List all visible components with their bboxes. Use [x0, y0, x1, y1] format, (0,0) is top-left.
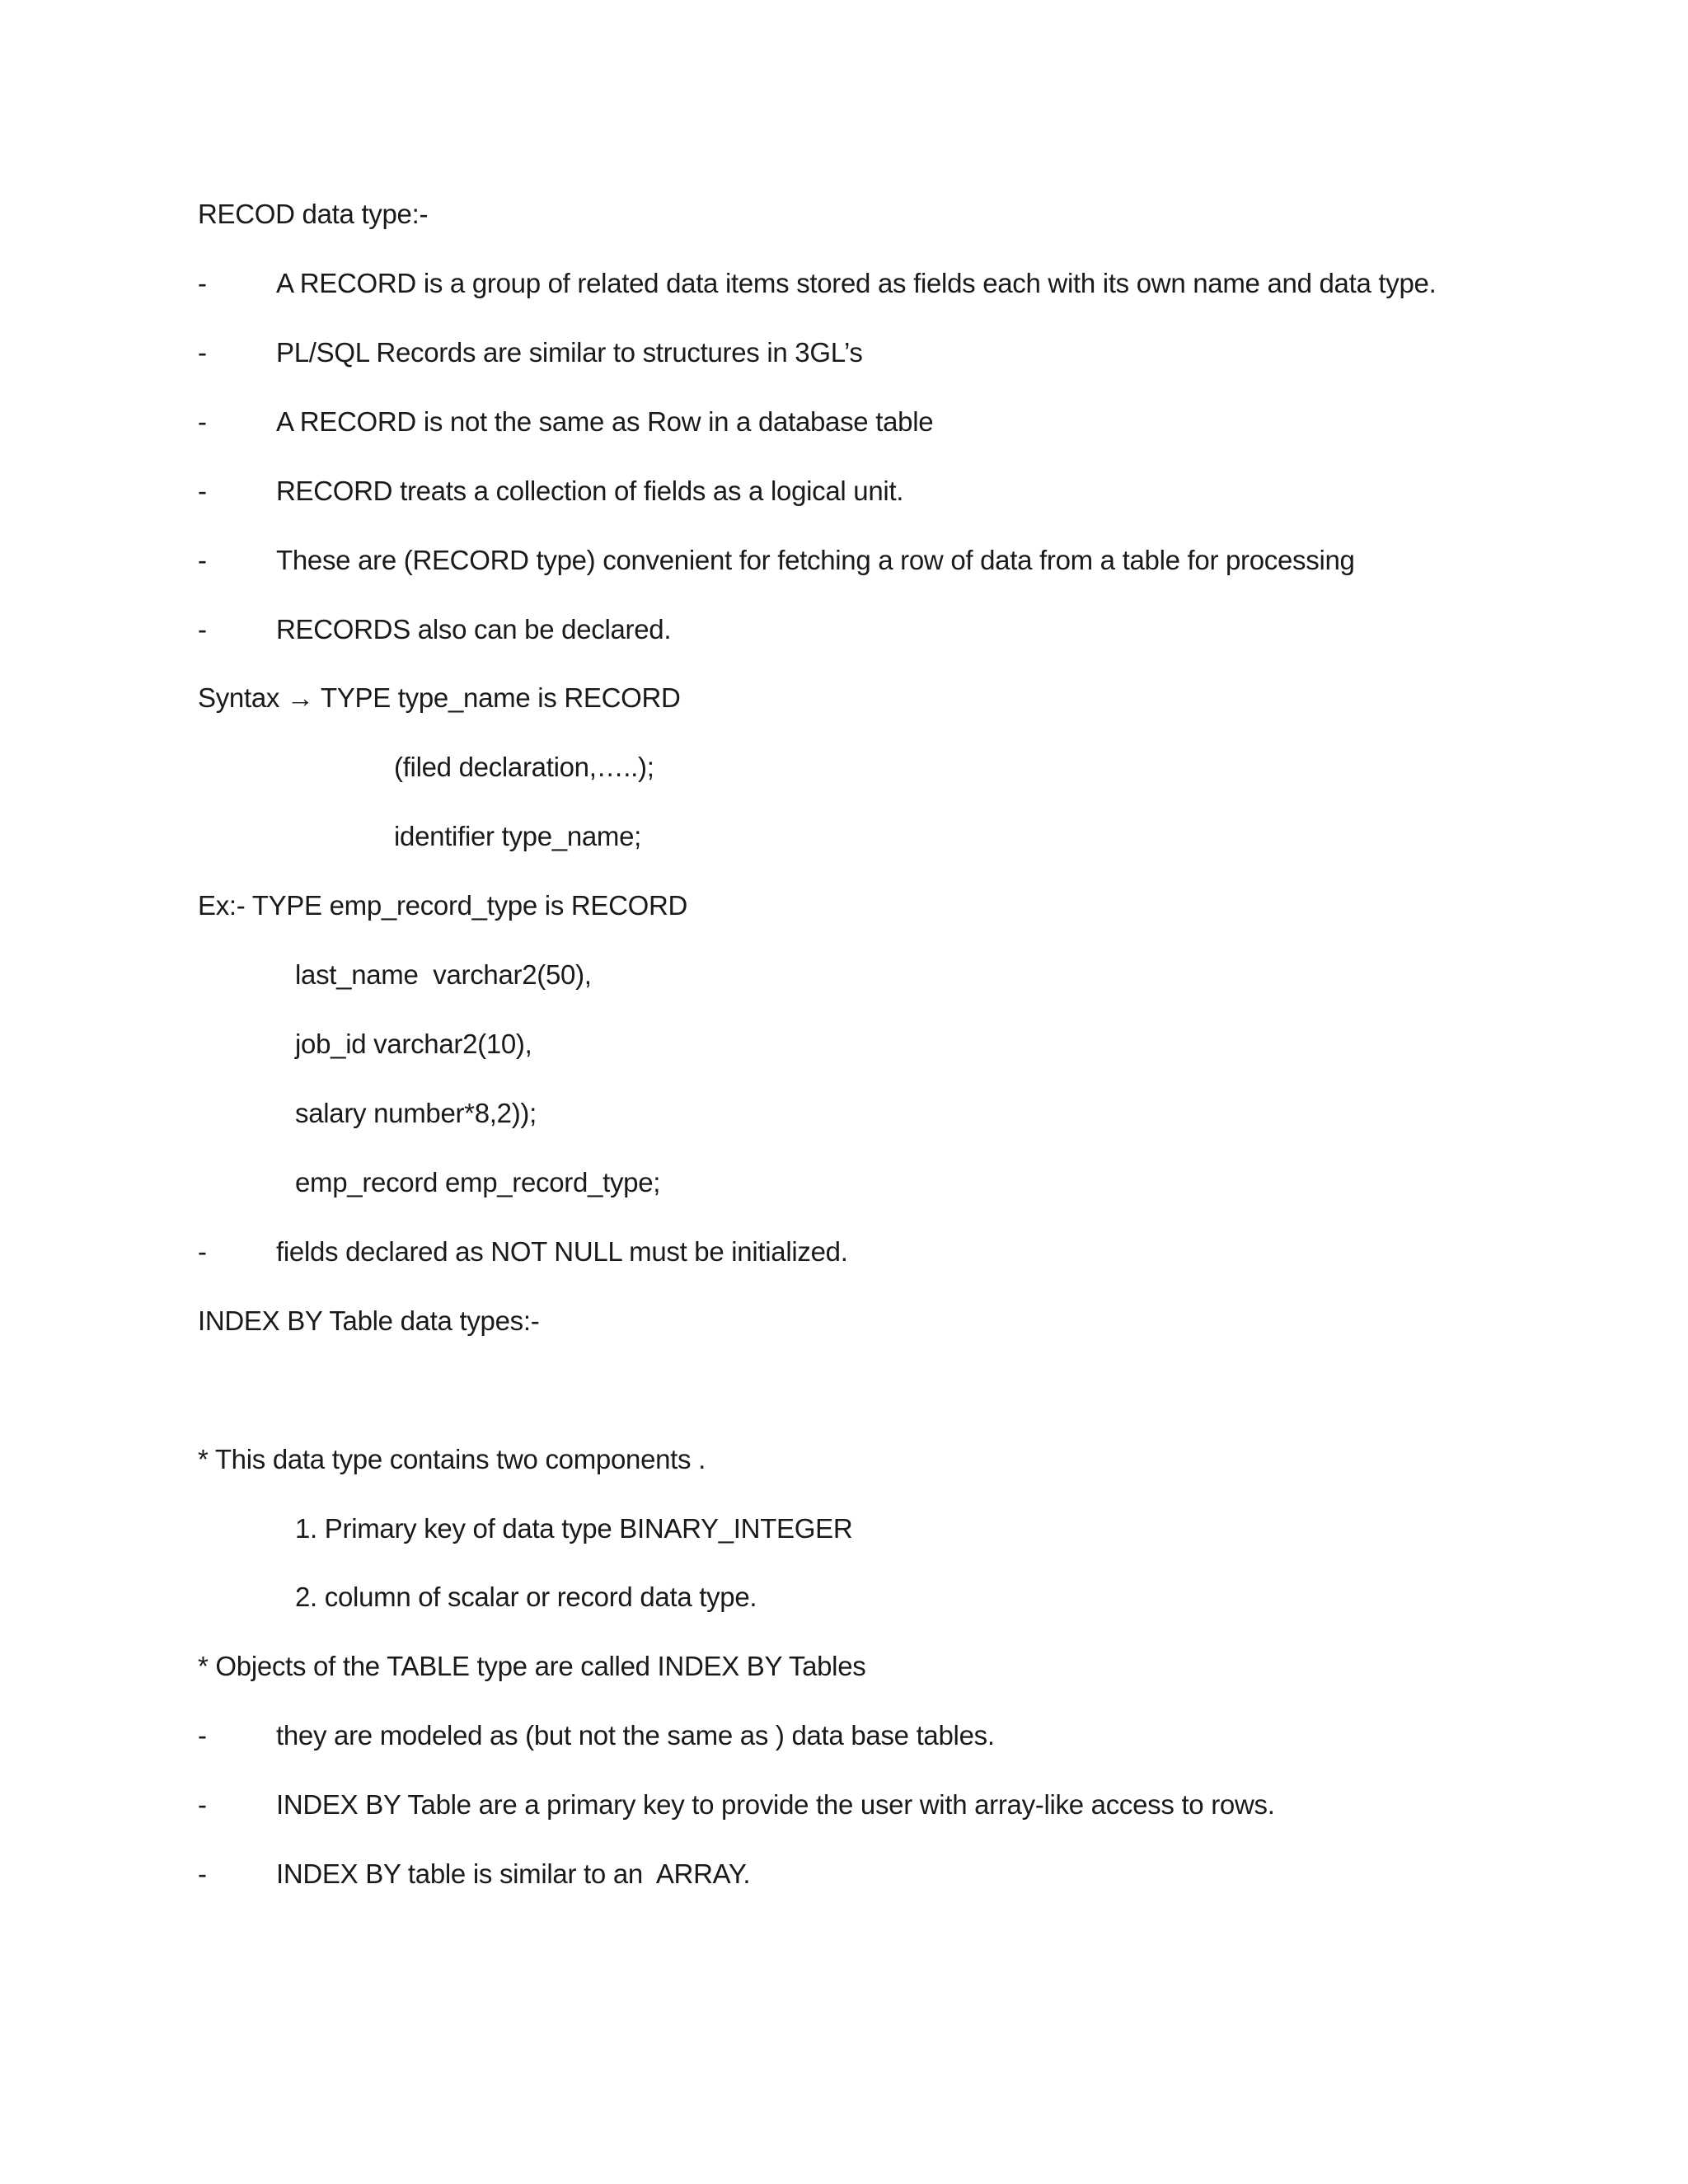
- index-component-item: 2. column of scalar or record data type.: [295, 1582, 757, 1612]
- example-code-line: last_name varchar2(50),: [295, 959, 592, 990]
- bullet-marker: -: [198, 1858, 207, 1889]
- bullet-text: they are modeled as (but not the same as ) data base tables.: [276, 1720, 995, 1750]
- index-bullet: [198, 1856, 751, 2001]
- bullet-text: A RECORD is not the same as Row in a database table: [276, 406, 934, 437]
- bullet-marker: -: [198, 406, 207, 437]
- bullet-marker: -: [198, 337, 207, 368]
- bullet-text: INDEX BY table is similar to an ARRAY.: [276, 1858, 751, 1889]
- bullet-text: RECORD treats a collection of fields as a logical unit.: [276, 476, 904, 506]
- example-type-line: Ex:- TYPE emp_record_type is RECORD: [198, 890, 688, 921]
- syntax-type-line: TYPE type_name is RECORD: [320, 682, 681, 713]
- bullet-text: fields declared as NOT NULL must be initialized.: [276, 1236, 848, 1267]
- bullet-marker: -: [198, 268, 207, 298]
- syntax-line: [198, 680, 681, 716]
- example-code-line: job_id varchar2(10),: [295, 1029, 532, 1059]
- bullet-marker: -: [198, 476, 207, 506]
- bullet-text: A RECORD is a group of related data items stored as fields each with its own name and data type.: [276, 268, 1437, 298]
- bullet-text: These are (RECORD type) convenient for fetching a row of data from a table for processing: [276, 545, 1355, 575]
- example-code-line: emp_record emp_record_type;: [295, 1167, 661, 1197]
- index-objects-note: * Objects of the TABLE type are called INDEX BY Tables: [198, 1651, 866, 1681]
- bullet-text: RECORDS also can be declared.: [276, 614, 672, 644]
- index-heading: INDEX BY Table data types:-: [198, 1305, 540, 1336]
- bullet-marker: -: [198, 1236, 207, 1267]
- bullet-text: PL/SQL Records are similar to structures in 3GL’s: [276, 337, 863, 368]
- syntax-label: Syntax: [198, 682, 280, 713]
- index-components-intro: * This data type contains two components .: [198, 1444, 706, 1474]
- bullet-marker: -: [198, 1789, 207, 1820]
- bullet-text: INDEX BY Table are a primary key to provide the user with array-like access to rows.: [276, 1789, 1275, 1820]
- index-component-item: 1. Primary key of data type BINARY_INTEGER: [295, 1513, 853, 1544]
- record-heading: RECOD data type:-: [198, 199, 429, 229]
- syntax-field-declaration: (filed declaration,…..);: [394, 752, 654, 782]
- arrow-icon: →: [286, 682, 314, 713]
- bullet-marker: -: [198, 1720, 207, 1750]
- bullet-marker: -: [198, 545, 207, 575]
- syntax-identifier: identifier type_name;: [394, 821, 642, 851]
- bullet-marker: -: [198, 614, 207, 644]
- example-code-line: salary number*8,2));: [295, 1098, 537, 1128]
